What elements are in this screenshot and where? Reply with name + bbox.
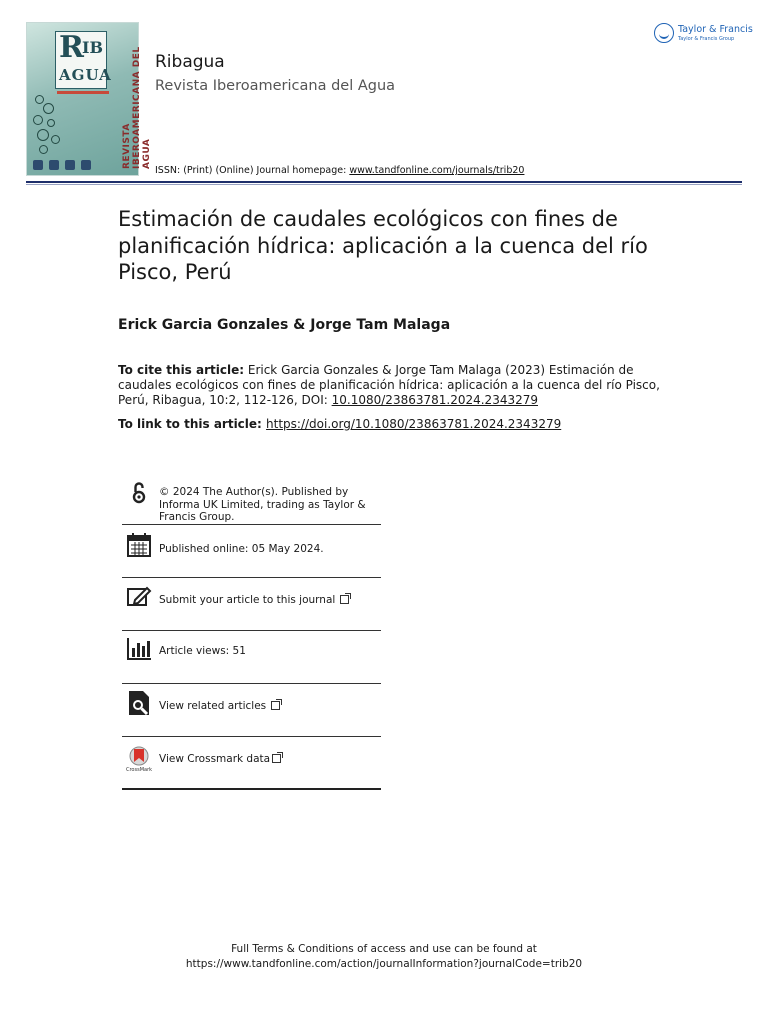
article-views: Article views: 51 xyxy=(159,645,246,657)
crossmark-link[interactable] xyxy=(159,753,381,766)
article-authors: Erick Garcia Gonzales & Jorge Tam Malaga xyxy=(118,317,451,333)
journal-cover-image xyxy=(26,22,152,176)
cover-bubbles xyxy=(33,95,73,155)
calendar-icon xyxy=(126,532,152,558)
cite-text: Erick Garcia Gonzales & Jorge Tam Malaga (2023) Estimación de caudales ecológicos con fines de planificación hídrica: aplicación a la cuenca del río Pisco, Perú, Ribagua, 10:2, 112-126, DOI: xyxy=(118,363,660,407)
header-rule-thin xyxy=(26,184,742,185)
crossmark-icon-label: CrossMark xyxy=(125,767,153,773)
crossmark-row[interactable] xyxy=(122,737,381,790)
submit-row[interactable] xyxy=(122,578,381,631)
ribagua-logo: R IB AGUA xyxy=(55,31,107,89)
taylor-francis-logo xyxy=(654,22,753,46)
taylor-francis-icon xyxy=(654,23,674,43)
citation-block xyxy=(118,363,663,408)
crossmark-icon xyxy=(126,746,152,772)
bar-chart-icon xyxy=(126,636,152,662)
cite-label: To cite this article: xyxy=(118,363,245,377)
edit-icon xyxy=(126,584,152,610)
related-articles-link[interactable] xyxy=(159,700,381,713)
published-date: Published online: 05 May 2024. xyxy=(159,543,324,555)
doi-link[interactable]: 10.1080/23863781.2024.2343279 xyxy=(331,393,538,407)
license-text: © 2024 The Author(s). Published by Informa UK Limited, trading as Taylor & Francis Group. xyxy=(159,486,366,523)
issn-line xyxy=(155,165,524,176)
journal-subtitle: Revista Iberoamericana del Agua xyxy=(155,78,396,94)
cover-partner-logos xyxy=(33,160,113,170)
submit-article-link[interactable] xyxy=(159,594,381,607)
header-rule xyxy=(26,181,742,183)
article-info-list xyxy=(122,478,381,790)
cover-vertical-text: REVISTA IBEROAMERICANA DEL AGUA xyxy=(122,46,152,169)
journal-homepage-link[interactable]: www.tandfonline.com/journals/trib20 xyxy=(349,165,525,176)
crossmark-label: View Crossmark data xyxy=(159,753,271,765)
external-link-icon xyxy=(272,754,281,763)
journal-name: Ribagua xyxy=(155,52,225,72)
article-doi-url[interactable]: https://doi.org/10.1080/23863781.2024.2343279 xyxy=(266,417,562,431)
external-link-icon xyxy=(271,701,280,710)
license-row xyxy=(122,478,381,525)
footer-terms xyxy=(0,942,768,971)
footer-url[interactable]: https://www.tandfonline.com/action/journalInformation?journalCode=trib20 xyxy=(185,957,583,970)
article-link-line xyxy=(118,417,561,431)
open-access-icon xyxy=(126,480,152,506)
issn-prefix: ISSN: (Print) (Online) Journal homepage: xyxy=(155,165,350,176)
related-row[interactable] xyxy=(122,684,381,737)
link-label: To link to this article: xyxy=(118,417,267,431)
views-row xyxy=(122,631,381,684)
submit-label: Submit your article to this journal xyxy=(159,594,336,606)
related-label: View related articles xyxy=(159,700,267,712)
article-title: Estimación de caudales ecológicos con fines de planificación hídrica: aplicación a la cuenca del río Pisco, Perú xyxy=(118,207,648,284)
document-search-icon xyxy=(126,690,152,716)
publisher-name: Taylor & Francis xyxy=(678,24,753,35)
cover-stripe xyxy=(57,91,109,94)
external-link-icon xyxy=(340,595,349,604)
published-row xyxy=(122,525,381,578)
publisher-group: Taylor & Francis Group xyxy=(678,36,735,42)
footer-line-1: Full Terms & Conditions of access and use can be found at xyxy=(231,943,537,955)
